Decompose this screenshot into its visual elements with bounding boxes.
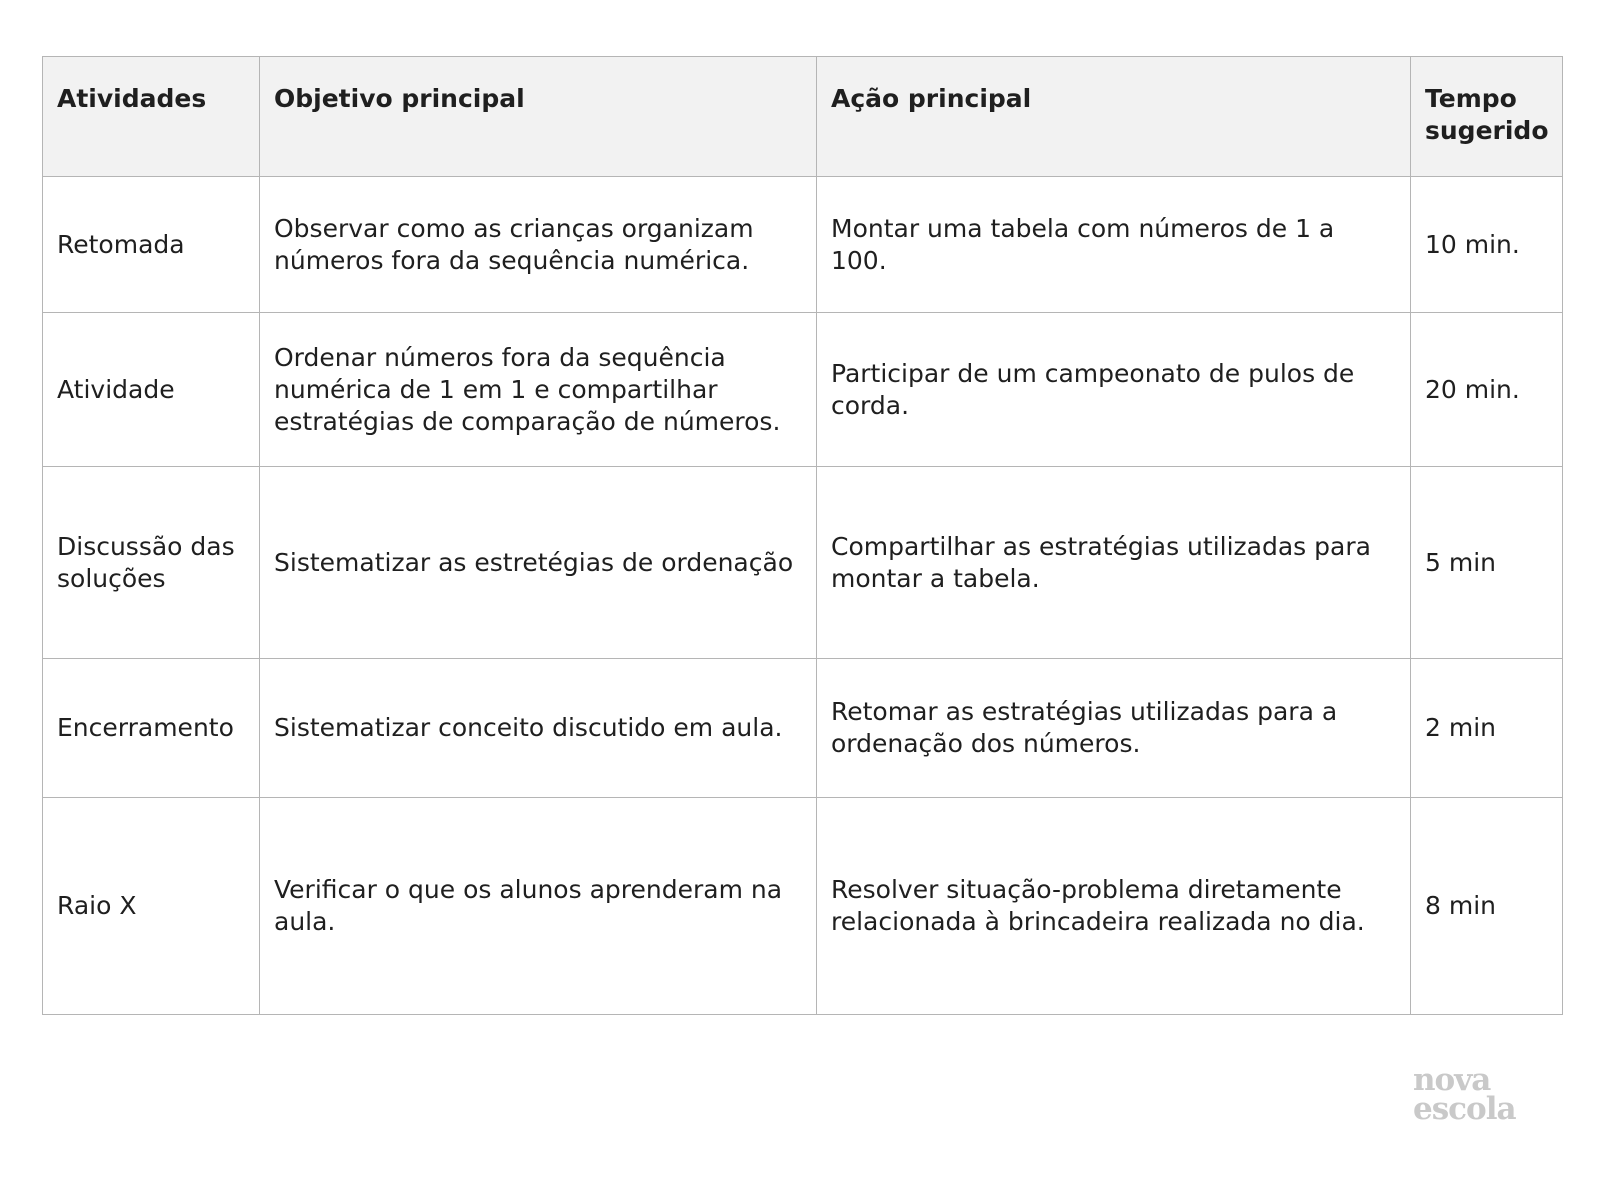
cell-objetivo: Verificar o que os alunos aprenderam na aula.	[260, 798, 817, 1015]
logo-line-nova: nova	[1413, 1062, 1491, 1098]
header-acao-principal: Ação principal	[817, 57, 1411, 177]
table-row	[43, 177, 1563, 313]
cell-atividade: Retomada	[43, 177, 260, 313]
cell-tempo: 2 min	[1411, 659, 1563, 798]
table-row	[43, 798, 1563, 1015]
table-row	[43, 467, 1563, 659]
table-row	[43, 659, 1563, 798]
cell-acao: Retomar as estratégias utilizadas para a ordenação dos números.	[817, 659, 1411, 798]
cell-atividade: Atividade	[43, 313, 260, 467]
logo-line-escola: escola	[1413, 1091, 1516, 1127]
table-body	[43, 177, 1563, 1015]
cell-tempo: 20 min.	[1411, 313, 1563, 467]
table-header	[43, 57, 1563, 177]
header-objetivo-principal: Objetivo principal	[260, 57, 817, 177]
cell-acao: Participar de um campeonato de pulos de corda.	[817, 313, 1411, 467]
cell-tempo: 5 min	[1411, 467, 1563, 659]
header-tempo-sugerido: Tempo sugerido	[1411, 57, 1563, 177]
cell-acao: Montar uma tabela com números de 1 a 100.	[817, 177, 1411, 313]
header-atividades: Atividades	[43, 57, 260, 177]
cell-tempo: 10 min.	[1411, 177, 1563, 313]
cell-objetivo: Sistematizar as estretégias de ordenação	[260, 467, 817, 659]
cell-acao: Resolver situação-problema diretamente relacionada à brincadeira realizada no dia.	[817, 798, 1411, 1015]
cell-objetivo: Ordenar números fora da sequência numérica de 1 em 1 e compartilhar estratégias de comparação de números.	[260, 313, 817, 467]
cell-acao: Compartilhar as estratégias utilizadas para montar a tabela.	[817, 467, 1411, 659]
header-row	[43, 57, 1563, 177]
table-row	[43, 313, 1563, 467]
cell-atividade: Encerramento	[43, 659, 260, 798]
cell-objetivo: Sistematizar conceito discutido em aula.	[260, 659, 817, 798]
nova-escola-logo	[1413, 1062, 1533, 1127]
cell-atividade: Raio X	[43, 798, 260, 1015]
cell-atividade: Discussão das soluções	[43, 467, 260, 659]
cell-objetivo: Observar como as crianças organizam números fora da sequência numérica.	[260, 177, 817, 313]
lesson-plan-table	[42, 56, 1563, 1015]
cell-tempo: 8 min	[1411, 798, 1563, 1015]
